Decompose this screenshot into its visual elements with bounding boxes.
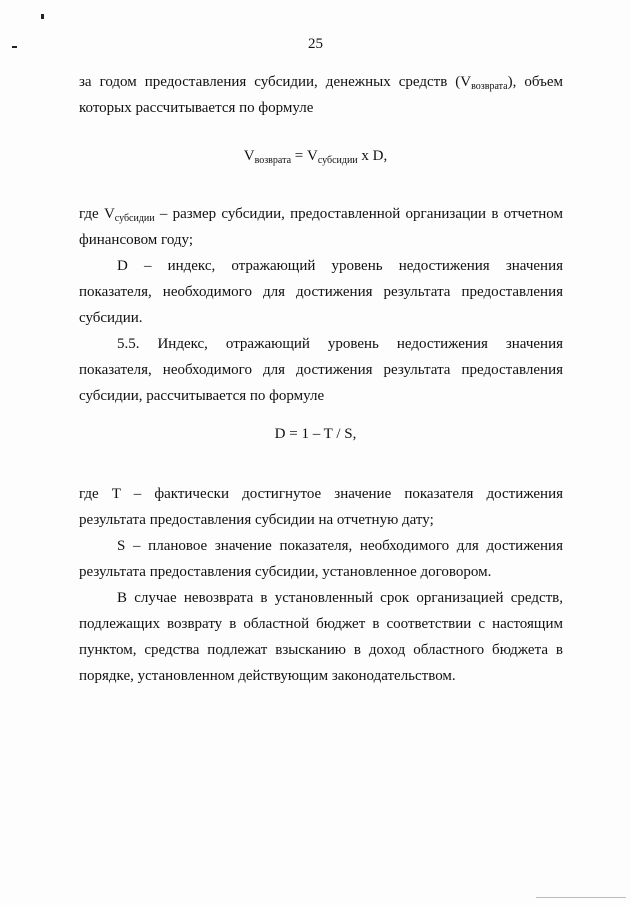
paragraph-clause-5-5: 5.5. Индекс, отражающий уровень недостижения значения показателя, необходимого для достижения результата предоставления субсидии, рассчитывается по формуле — [79, 336, 563, 404]
scan-artifact — [536, 897, 626, 898]
paragraph-definition-t: где T – фактически достигнутое значение показателя достижения результата предоставления субсидии на отчетную дату; — [79, 486, 563, 528]
formula-symbol: x D, — [357, 148, 388, 164]
formula-index: D = 1 – T / S, — [274, 426, 357, 442]
paragraph-text: ), объем которых рассчитывается по формуле — [79, 74, 563, 116]
paragraph-text: – размер субсидии, предоставленной организации в отчетном финансовом году; — [79, 206, 564, 248]
paragraph-definition-s: S – плановое значение показателя, необходимого для достижения результата предоставления субсидии, установленное договором. — [79, 538, 563, 580]
subscript: возврата — [471, 81, 508, 92]
paragraph-non-return: В случае невозврата в установленный срок организацией средств, подлежащих возврату в областной бюджет в соответствии с настоящим пунктом, средства подлежат взысканию в доход областного бюджета в порядке, установленном действующим законодательством. — [79, 590, 563, 684]
paragraph-continuation — [79, 69, 563, 121]
paragraph-text: за годом предоставления субсидии, денежных средств (V — [79, 74, 472, 90]
paragraph-definition-d: D – индекс, отражающий уровень недостижения значения показателя, необходимого для достижения результата предоставления субсидии. — [79, 258, 563, 326]
scan-speck — [41, 14, 44, 19]
paragraph-text: где V — [79, 206, 115, 222]
page-number: 25 — [308, 36, 323, 52]
formula-symbol: V — [243, 148, 255, 164]
formula-symbol: = V — [291, 148, 318, 164]
subscript: субсидии — [114, 213, 155, 224]
paragraph-definition-v — [79, 201, 563, 253]
formula-return-amount — [0, 148, 631, 165]
formula-subscript: субсидии — [317, 155, 358, 166]
formula-subscript: возврата — [254, 155, 292, 166]
